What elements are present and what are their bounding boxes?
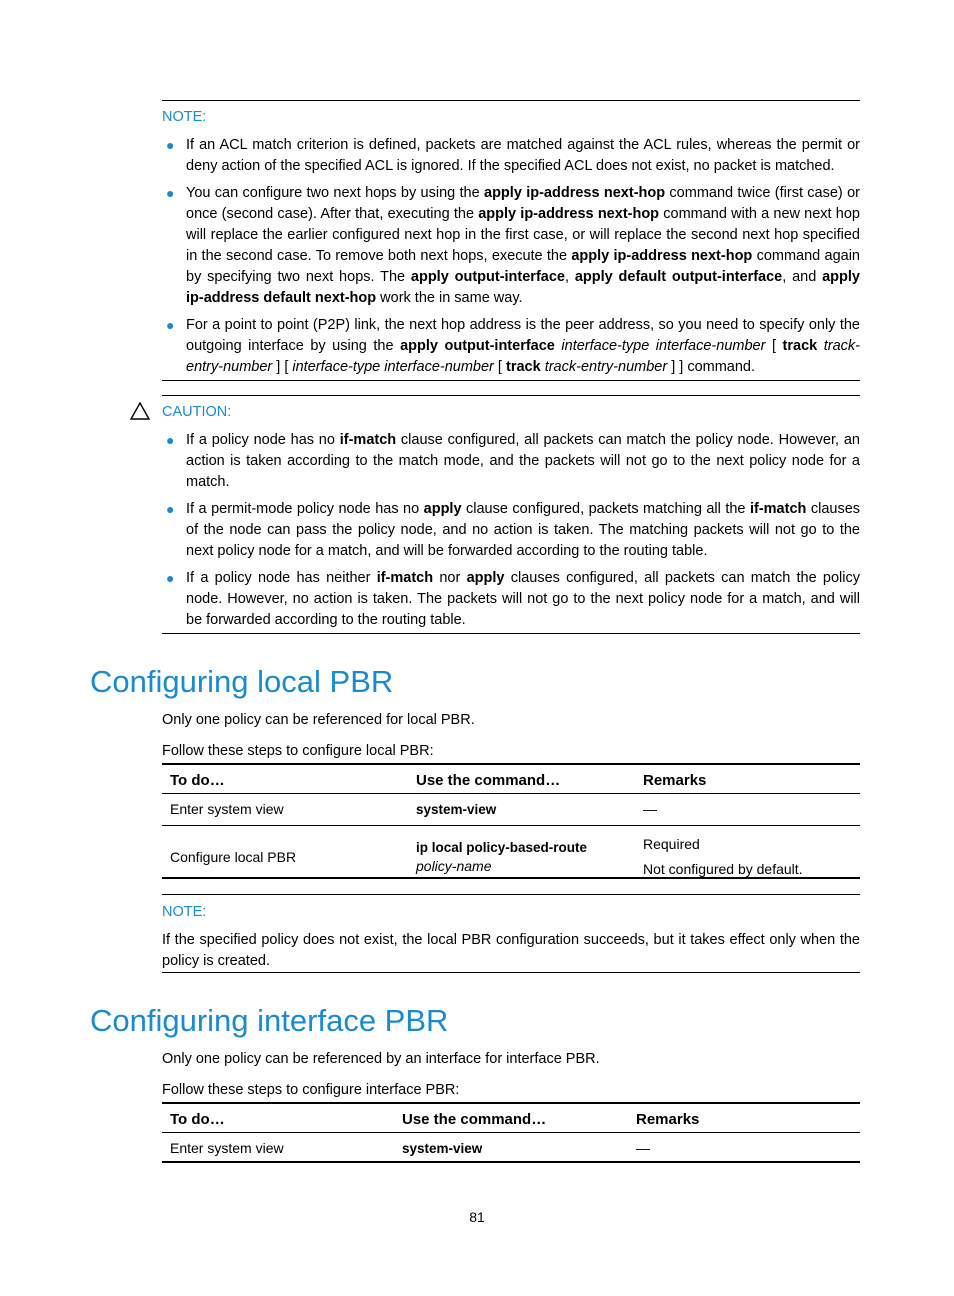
text-run: clauses of the node can pass the policy node, and no action is taken. The matching packets will not go to the next policy node for a match, and will be forwarded according to the routing table.	[186, 501, 861, 559]
text-run: ] ] command.	[667, 359, 756, 375]
command-text: system-view	[402, 1141, 483, 1156]
paragraph: Follow these steps to configure local PBR:	[162, 743, 434, 759]
paragraph: Only one policy can be referenced by an interface for interface PBR.	[162, 1051, 600, 1067]
remark-line: Required	[643, 836, 700, 852]
note-top-rule	[162, 100, 860, 101]
section-heading-local-pbr: Configuring local PBR	[90, 664, 394, 699]
list-item-text	[186, 137, 860, 174]
list-item-text	[186, 432, 860, 490]
bold-keyword: apply output-interface	[400, 338, 555, 354]
command-argument: policy-name	[416, 858, 492, 874]
bold-keyword: track	[505, 359, 541, 375]
note-box	[162, 107, 860, 378]
bullet-icon: ●	[166, 317, 175, 333]
text-run: command twice (first case) or once (second case). After that, executing the	[186, 185, 860, 222]
table-cell	[394, 1133, 628, 1165]
text-run: command with a new next hop will replace the earlier configured next hop in the first case, or will replace the second next hop specified in the second case. To remove both next hops, execute the	[186, 206, 860, 264]
note-bottom-rule	[162, 972, 860, 973]
italic-argument: interface-type interface-number	[292, 359, 494, 375]
italic-argument: interface-type interface-number	[561, 338, 766, 354]
caution-box	[162, 402, 860, 631]
text-run: If a policy node has no	[186, 432, 340, 448]
note-text: If the specified policy does not exist, the local PBR configuration succeeds, but it takes effect only when the policy is created.	[162, 932, 860, 969]
caution-top-rule	[162, 395, 860, 396]
command-text: ip local policy-based-route	[416, 840, 588, 855]
bullet-icon: ●	[166, 570, 175, 586]
text-run: If a policy node has neither	[186, 570, 377, 586]
page-number: 81	[469, 1209, 485, 1225]
paragraph: Only one policy can be referenced for local PBR.	[162, 712, 475, 728]
list-item-text	[186, 185, 860, 306]
list-item	[162, 499, 860, 562]
note-list	[162, 135, 860, 378]
list-item	[162, 568, 860, 631]
remark-line: Not configured by default.	[643, 861, 803, 877]
paragraph: Follow these steps to configure interface PBR:	[162, 1082, 460, 1098]
interface-pbr-table	[162, 1102, 860, 1164]
table-header-row	[162, 1103, 860, 1133]
caution-label: CAUTION:	[162, 404, 232, 420]
list-item	[162, 315, 860, 378]
table-cell	[408, 794, 635, 826]
text-run: clause configured, packets matching all the	[461, 501, 750, 517]
text-run: nor	[433, 570, 467, 586]
note-top-rule	[162, 894, 860, 895]
text-run: , and	[782, 269, 823, 285]
bold-keyword: if-match	[376, 570, 434, 586]
table-cell: Enter system view	[170, 801, 284, 817]
note-label: NOTE:	[162, 904, 207, 920]
list-item	[162, 183, 860, 309]
bold-keyword: apply ip-address next-hop	[478, 206, 660, 222]
column-header: To do…	[170, 772, 225, 789]
bold-keyword: apply	[423, 501, 462, 517]
table-row	[162, 1133, 860, 1165]
text-run: [	[493, 359, 506, 375]
column-header: Use the command…	[416, 772, 561, 789]
bold-keyword: apply default output-interface	[574, 269, 783, 285]
table-cell: Enter system view	[170, 1140, 284, 1156]
list-item-text	[186, 501, 860, 559]
list-item-text	[186, 570, 860, 628]
bold-keyword: apply ip-address default next-hop	[186, 269, 860, 306]
text-run: If a permit-mode policy node has no	[186, 501, 424, 517]
bold-keyword: if-match	[339, 432, 397, 448]
table-cell: —	[643, 801, 657, 817]
list-item	[162, 135, 860, 177]
text-run: For a point to point (P2P) link, the next hop address is the peer address, so you need to specify only the outgoing interface by using the	[186, 317, 860, 354]
bold-keyword: track	[782, 338, 818, 354]
table-bottom-rule	[162, 1161, 860, 1163]
bold-keyword: apply output-interface	[410, 269, 565, 285]
list-item	[162, 430, 860, 493]
column-header: Remarks	[643, 772, 707, 789]
list-item-text	[186, 317, 860, 375]
caution-bottom-rule	[162, 633, 860, 634]
text-run: You can configure two next hops by using the	[186, 185, 485, 201]
italic-argument: track-entry-number	[544, 359, 668, 375]
table-bottom-rule	[162, 877, 860, 879]
text-run: work the in same way.	[376, 290, 523, 306]
text-run: clause configured, all packets can match the policy node. However, an action is taken according to the match mode, and the packets will not go to the next policy node for a match.	[186, 432, 860, 490]
caution-list	[162, 430, 860, 631]
text-run: ,	[564, 269, 575, 285]
table-header-row	[162, 764, 860, 794]
table-cell: Configure local PBR	[170, 848, 297, 865]
bold-keyword: apply ip-address next-hop	[484, 185, 666, 201]
text-run: clauses configured, all packets can match the policy node. However, no action is taken. The packets will not go to the next policy node for a match, and will be forwarded according to the routing table.	[186, 570, 860, 628]
column-header: Remarks	[636, 1111, 700, 1128]
text-run: ] [	[272, 359, 293, 375]
warning-triangle-icon	[130, 402, 150, 420]
command-text: system-view	[416, 802, 497, 817]
bullet-icon: ●	[166, 432, 175, 448]
column-header: Use the command…	[402, 1111, 547, 1128]
bullet-icon: ●	[166, 501, 175, 517]
text-run: [	[765, 338, 783, 354]
note-bottom-rule	[162, 380, 860, 381]
text-run: If an ACL match criterion is defined, packets are matched against the ACL rules, whereas the permit or deny action of the specified ACL is ignored. If the specified ACL does not exist, no packet is matched.	[186, 137, 860, 174]
column-header: To do…	[170, 1111, 225, 1128]
bold-keyword: apply ip-address next-hop	[571, 248, 753, 264]
section-heading-interface-pbr: Configuring interface PBR	[90, 1003, 449, 1038]
bullet-icon: ●	[166, 137, 175, 153]
local-pbr-table	[162, 763, 860, 888]
note-label: NOTE:	[162, 109, 207, 125]
italic-argument: track-entry-number	[186, 338, 860, 375]
note-box	[162, 902, 860, 972]
bold-keyword: apply	[466, 570, 505, 586]
table-cell: —	[636, 1140, 650, 1156]
table-row	[162, 794, 860, 826]
bold-keyword: if-match	[749, 501, 807, 517]
text-run: command again by specifying two next hops. The	[186, 248, 860, 285]
bullet-icon: ●	[166, 185, 175, 201]
